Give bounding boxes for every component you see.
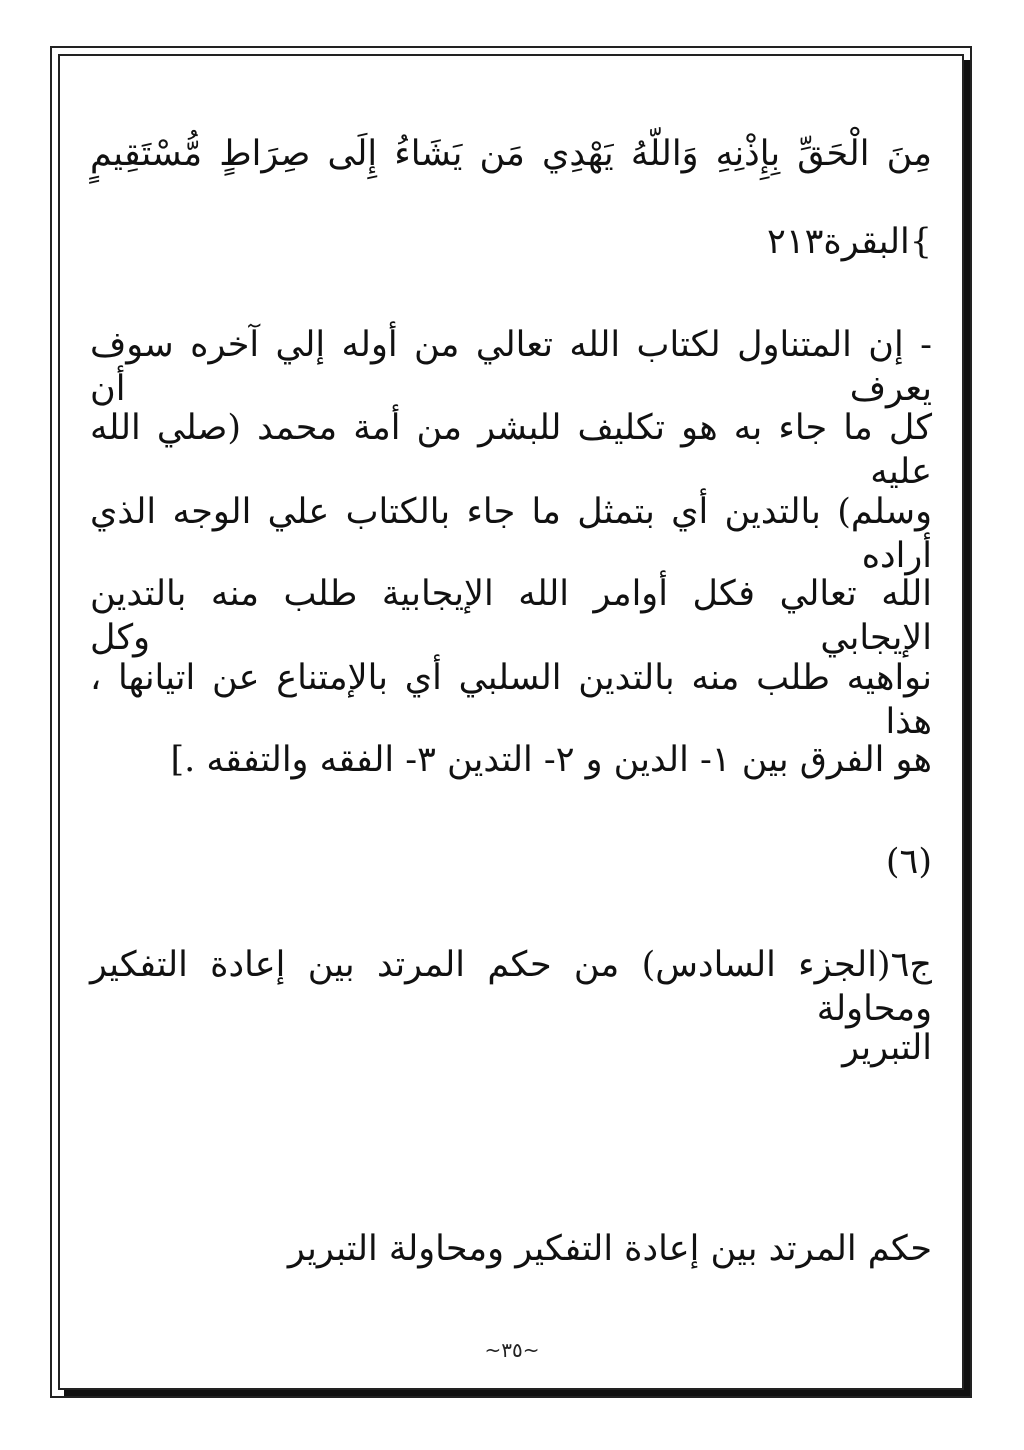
paragraph-line-5: نواهيه طلب منه بالتدين السلبي أي بالإمتناع عن اتيانها ، هذا — [90, 658, 932, 742]
paragraph-line-1: - إن المتناول لكتاب الله تعالي من أوله إلي آخره سوف يعرف أن — [90, 325, 932, 409]
verse-line-2: }البقرة٢١٣ — [767, 222, 932, 262]
heading: حكم المرتد بين إعادة التفكير ومحاولة التبرير — [287, 1229, 932, 1269]
paragraph-line-4: الله تعالي فكل أوامر الله الإيجابية طلب منه بالتدين الإيجابي وكل — [90, 574, 932, 658]
section-title-line-1: ج٦(الجزء السادس) من حكم المرتد بين إعادة التفكير ومحاولة — [90, 945, 932, 1029]
paragraph-line-3: وسلم) بالتدين أي بتمثل ما جاء بالكتاب علي الوجه الذي أراده — [90, 492, 932, 576]
paragraph-line-2: كل ما جاء به هو تكليف للبشر من أمة محمد (صلي الله عليه — [90, 408, 932, 492]
page-number: ~٣٥~ — [484, 1338, 540, 1362]
section-title-line-2: التبرير — [842, 1028, 932, 1068]
section-number: (٦) — [885, 842, 932, 882]
paragraph-line-6: هو الفرق بين ١- الدين و ٢- التدين ٣- الفقه والتفقه .] — [170, 740, 932, 780]
verse-line-1: مِنَ الْحَقِّ بِإِذْنِهِ وَاللّهُ يَهْدِي مَن يَشَاءُ إِلَى صِرَاطٍ مُّسْتَقِيمٍ — [90, 134, 932, 174]
